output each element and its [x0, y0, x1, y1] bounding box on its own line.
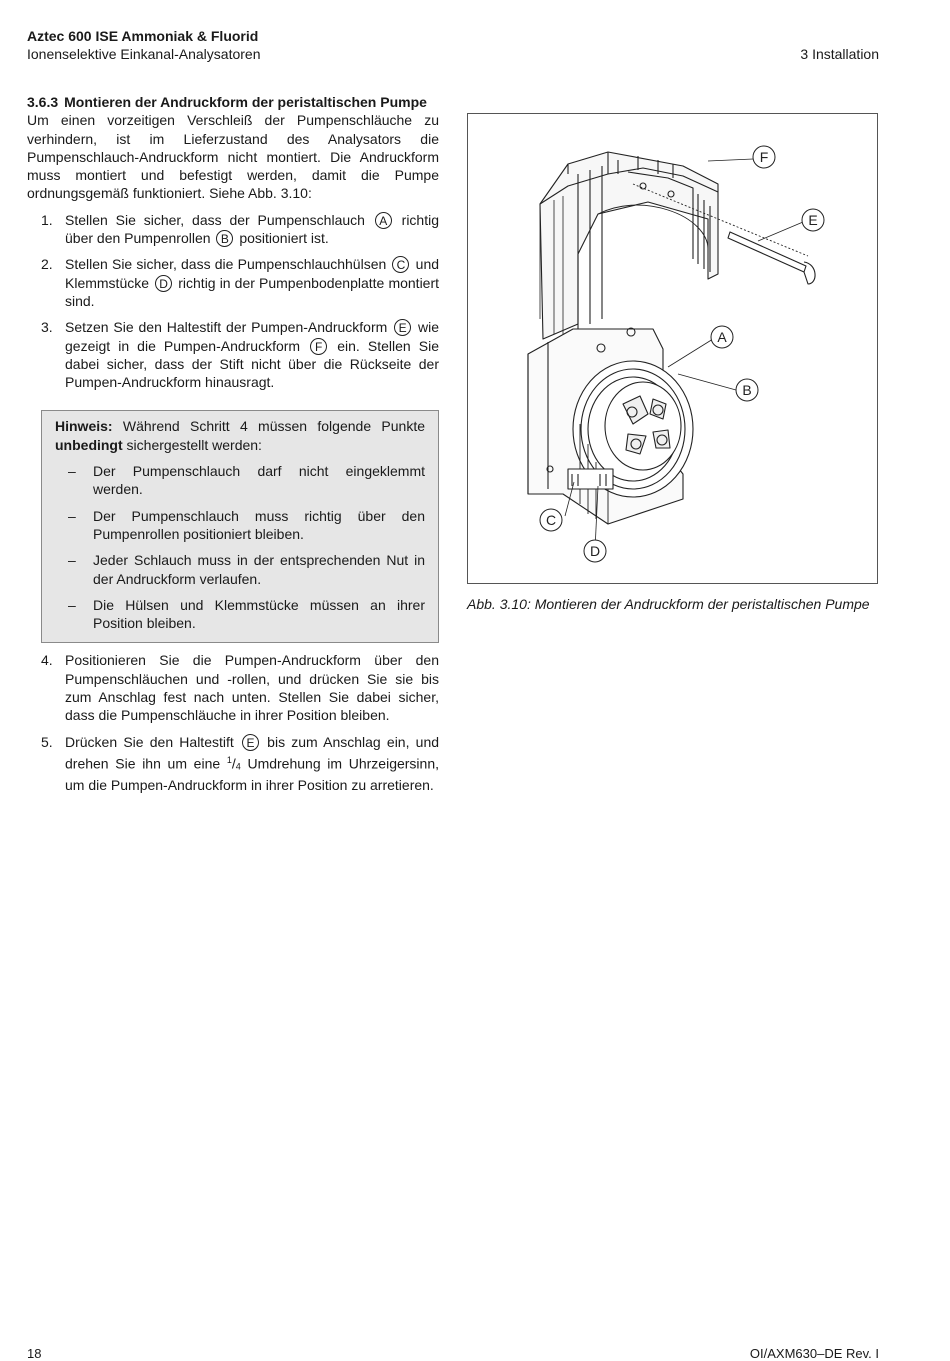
section-heading	[27, 93, 439, 111]
step-item	[27, 211, 439, 248]
dash-bullet: –	[68, 507, 76, 524]
callout-f-label: F	[759, 149, 769, 165]
callout-label: D	[155, 275, 172, 292]
callout-b	[736, 379, 758, 401]
fraction-denominator: 4	[235, 761, 241, 772]
step-item	[27, 651, 439, 724]
step-text: Positionieren Sie die Pumpen-Andruckform über den Pumpenschläuchen und -rollen, und drücken Sie sie bis zum Anschlag fest nach unten. Stellen Sie dabei sicher, dass die Pumpenschläuche in ihrer Position bleiben.	[65, 652, 439, 724]
note-list-item	[55, 596, 425, 633]
header-title: Aztec 600 ISE Ammoniak & Fluorid	[27, 28, 259, 44]
section-title: Montieren der Andruckform der peristaltischen Pumpe	[64, 94, 427, 110]
callout-label: A	[375, 212, 392, 229]
step-text: richtig in der Pumpenbodenplatte montiert sind.	[65, 274, 440, 309]
step-number: 3.	[41, 319, 53, 336]
main-text-column	[27, 93, 439, 802]
step-number: 1.	[41, 211, 53, 228]
section-number: 3.6.3	[27, 94, 59, 110]
note-item-text: Der Pumpenschlauch muss richtig über den Pumpenrollen positioniert bleiben.	[93, 507, 425, 542]
step-text: richtig über den Pumpenrollen	[65, 211, 440, 247]
callout-e	[802, 209, 824, 231]
document-id: OI/AXM630–DE Rev. I	[749, 1346, 879, 1361]
fraction-numerator: 1	[226, 754, 232, 765]
callout-b-label: B	[742, 382, 752, 398]
dash-bullet: –	[68, 552, 76, 569]
figure-caption: Abb. 3.10: Montieren der Andruckform der peristaltischen Pumpe	[467, 596, 870, 612]
note-box	[41, 410, 439, 643]
note-item-text: Die Hülsen und Klemmstücke müssen an ihrer Position bleiben.	[93, 596, 425, 632]
step-text: Stellen Sie sicher, dass die Pumpenschlauchhülsen	[65, 256, 387, 273]
step-item	[27, 733, 439, 795]
step-text: und Klemmstücke	[65, 256, 440, 291]
fraction-slash: /	[231, 755, 236, 772]
note-label: Hinweis:	[55, 418, 113, 435]
intro-paragraph: Um einen vorzeitigen Verschleiß der Pumpenschläuche zu verhindern, ist im Lieferzustand des Analysators die Pumpenschlauch-Andruckform nicht montiert. Die Andruckform muss montiert und befestigt werden, damit die Pumpe ordnungsgemäß funktioniert. Siehe Abb. 3.10:	[27, 112, 439, 202]
callout-a	[711, 326, 733, 348]
note-item-text: Jeder Schlauch muss in der entsprechenden Nut in der Andruckform verlaufen.	[93, 552, 425, 587]
callout-c-label: C	[545, 512, 557, 528]
note-list-item	[55, 462, 425, 499]
header-subtitle: Ionenselektive Einkanal-Analysatoren	[27, 46, 261, 62]
callout-label: F	[310, 338, 327, 355]
step-text: bis zum Anschlag ein, und drehen Sie ihn um eine	[65, 733, 440, 772]
step-text: Stellen Sie sicher, dass der Pumpenschlauch	[65, 211, 365, 228]
step-number: 4.	[41, 652, 53, 669]
steps-list	[27, 211, 439, 392]
note-list-item	[55, 551, 425, 588]
note-item-text: Der Pumpenschlauch darf nicht eingeklemmt werden.	[93, 463, 425, 498]
callout-label: E	[242, 734, 259, 751]
pump-illustration	[468, 114, 877, 583]
callout-label: B	[216, 230, 233, 247]
step-item	[27, 255, 439, 310]
step-item	[27, 318, 439, 391]
steps-list-continued	[27, 651, 439, 794]
step-number: 5.	[41, 733, 53, 750]
step-text: ein. Stellen Sie dabei sicher, dass der Stift nicht über die Rückseite der Pumpen-Andruckform hinausragt.	[65, 337, 439, 391]
dash-bullet: –	[68, 463, 76, 480]
callout-a-label: A	[717, 329, 727, 345]
step-text: Drücken Sie den Haltestift	[65, 733, 234, 750]
dash-bullet: –	[68, 596, 76, 613]
note-emphasis: unbedingt	[55, 436, 123, 453]
callout-label: C	[392, 256, 409, 273]
callout-c	[540, 509, 562, 531]
callout-label: E	[394, 319, 411, 336]
note-text: Während Schritt 4 müssen folgende Punkte	[112, 418, 425, 435]
step-text: positioniert ist.	[239, 230, 329, 247]
note-list-item	[55, 507, 425, 544]
step-text: wie gezeigt in die Pumpen-Andruckform	[65, 319, 440, 354]
callout-f	[753, 146, 775, 168]
note-list	[55, 462, 425, 632]
figure-frame	[467, 113, 878, 584]
page-number: 18	[27, 1346, 42, 1361]
note-text: sichergestellt werden:	[122, 436, 262, 453]
callout-d	[584, 540, 606, 562]
note-intro	[55, 417, 425, 454]
step-number: 2.	[41, 256, 53, 273]
step-text: Umdrehung im Uhrzeigersinn, um die Pumpen-Andruckform in ihrer Position zu arretieren.	[65, 755, 439, 793]
callout-e-label: E	[808, 212, 818, 228]
step-text: Setzen Sie den Haltestift der Pumpen-Andruckform	[65, 319, 388, 336]
header-section: 3 Installation	[800, 46, 879, 62]
callout-d-label: D	[589, 543, 601, 559]
